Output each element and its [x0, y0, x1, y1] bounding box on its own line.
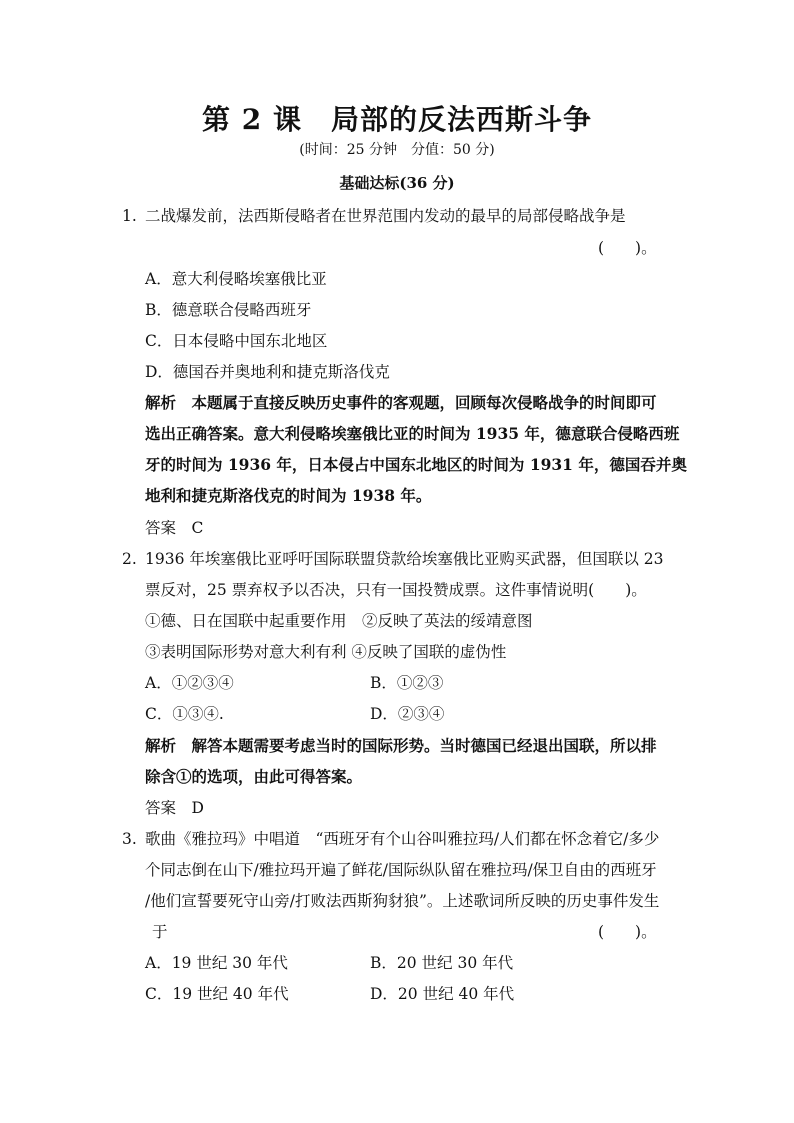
q1-option-a: A．意大利侵略埃塞俄比亚: [145, 270, 327, 288]
q3-option-a: A．19 世纪 30 年代: [145, 954, 288, 972]
q2-number: 2.: [122, 550, 137, 568]
q3-stem-line: 于: [152, 923, 168, 941]
q2-analysis-line: 解析 解答本题需要考虑当时的国际形势。当时德国已经退出国联，所以排: [145, 736, 657, 755]
q1-stem: 二战爆发前，法西斯侵略者在世界范围内发动的最早的局部侵略战争是: [145, 207, 626, 225]
q1-option-c: C．日本侵略中国东北地区: [145, 332, 328, 350]
page-title: 第 2 课 局部的反法西斯斗争: [202, 103, 592, 136]
q2-option-d: D．②③④: [370, 705, 445, 723]
q3-option-b: B．20 世纪 30 年代: [370, 954, 514, 972]
q1-number: 1.: [122, 207, 137, 225]
q1-answer: 答案 C: [145, 519, 204, 537]
page-subtitle: (时间：25 分钟 分值：50 分): [299, 142, 495, 158]
q3-option-d: D．20 世纪 40 年代: [370, 985, 515, 1003]
q3-number: 3.: [122, 830, 137, 848]
q2-option-b: B．①②③: [370, 674, 444, 692]
q1-analysis-line: 牙的时间为 1936 年，日本侵占中国东北地区的时间为 1931 年，德国吞并奥: [145, 455, 687, 474]
q1-analysis-line: 地利和捷克斯洛伐克的时间为 1938 年。: [145, 486, 432, 505]
q2-analysis-line: 除含①的选项，由此可得答案。: [145, 767, 363, 786]
q2-option-a: A．①②③④: [145, 674, 234, 692]
q2-statements-line: ③表明国际形势对意大利有利 ④反映了国联的虚伪性: [145, 643, 507, 661]
section-heading: 基础达标(36 分): [339, 174, 455, 192]
q1-analysis-line: 解析 本题属于直接反映历史事件的客观题，回顾每次侵略战争的时间即可: [145, 393, 657, 412]
q3-answer-blank: ( )。: [598, 923, 657, 941]
q2-stem-line: 1936 年埃塞俄比亚呼吁国际联盟贷款给埃塞俄比亚购买武器，但国联以 23: [145, 550, 664, 568]
q2-statements-line: ①德、日在国联中起重要作用 ②反映了英法的绥靖意图: [145, 612, 533, 630]
q3-stem-line: 歌曲《雅拉玛》中唱道 “西班牙有个山谷叫雅拉玛/人们都在怀念着它/多少: [145, 830, 660, 848]
q1-option-d: D．德国吞并奥地利和捷克斯洛伐克: [145, 363, 390, 381]
q3-stem-line: /他们宣誓要死守山旁/打败法西斯狗豺狼”。上述歌词所反映的历史事件发生: [145, 892, 660, 910]
q2-option-c: C．①③④.: [145, 705, 224, 723]
q1-analysis-line: 选出正确答案。意大利侵略埃塞俄比亚的时间为 1935 年，德意联合侵略西班: [145, 424, 680, 443]
q1-option-b: B．德意联合侵略西班牙: [145, 301, 312, 319]
q3-option-c: C．19 世纪 40 年代: [145, 985, 289, 1003]
q2-answer: 答案 D: [145, 799, 204, 817]
q1-answer-blank: ( )。: [598, 239, 657, 257]
q2-stem-line: 票反对，25 票弃权予以否决，只有一国投赞成票。这件事情说明( )。: [145, 581, 647, 599]
q3-stem-line: 个同志倒在山下/雅拉玛开遍了鲜花/国际纵队留在雅拉玛/保卫自由的西班牙: [145, 861, 657, 879]
